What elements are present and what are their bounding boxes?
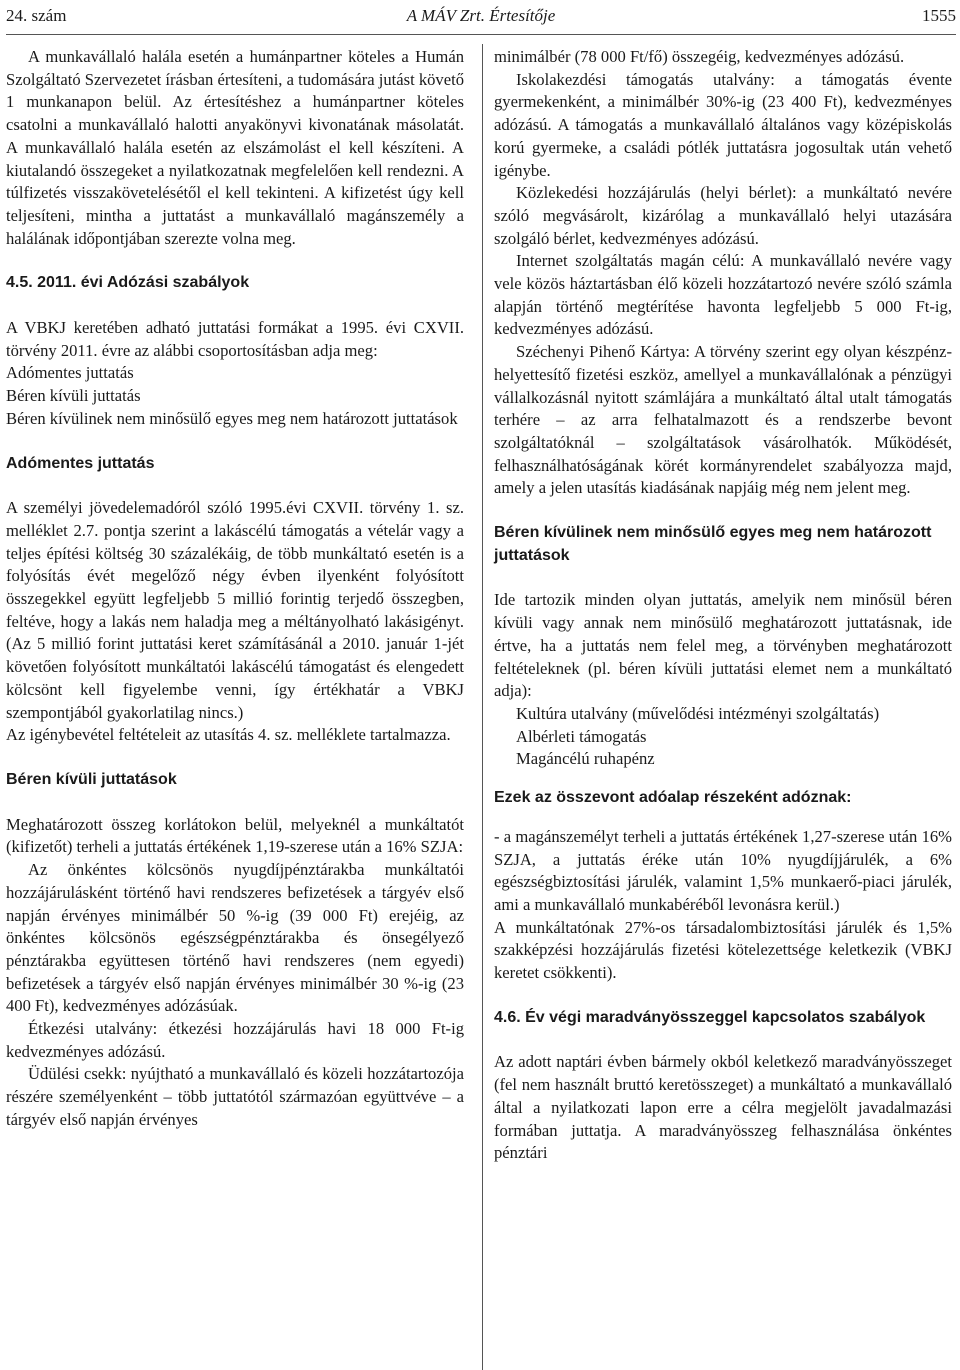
- header-rule: [6, 34, 956, 35]
- paragraph-pension-funds: Az önkéntes kölcsönös nyugdíjpénztárakba munkáltatói hozzájárulásként történő havi rendszeres befizetések a tárgyév első napján érvényes minimálbér 50 %-ig (39 000 Ft) erejéig, az önkéntes kölcsönös egészségpénztárakba és önsegélyező pénztárakba együttesen történő havi rendszeres (nem egyedi) befizetések a tárgyév első napján érvényes minimálbér 30 %-ig (23 400 Ft), kedvezményes adózásúak.: [6, 860, 464, 1016]
- section-heading-tax-rules: 4.5. 2011. évi Adózási szabályok: [6, 274, 250, 292]
- list-item: Kultúra utalvány (művelődési intézményi szolgáltatás): [516, 703, 880, 723]
- issue-number: 24. szám: [6, 6, 67, 25]
- paragraph-szechenyi-card: Széchenyi Pihenő Kártya: A törvény szerint egy olyan készpénz-helyettesítő fizetési eszköz, amellyel a munkavállalónak a pénzügyi vállalkozásnál nyitott számlájára a munkáltató által utalt támogatás terhére – az arra felhatalmazott és a rendszerbe bevont szolgáltatóknál – szolgáltatások vásárolhatók. Működését, felhasználhatóságának körét kormányrendelet szabályozza majd, amely a jelen utasítás kiadásának napjáig még nem jelent meg.: [494, 342, 952, 498]
- page-number: 1555: [922, 6, 956, 25]
- paragraph-housing-support: A személyi jövedelemadóról szóló 1995.évi CXVII. törvény 1. sz. melléklet 2.7. pontja szerint a lakáscélú támogatás a vételár vagy a teljes építési költség 30 százalékáig, de több munkáltató esetén is a folyósítás évét megelőző négy évben ilyenként folyósított összegekkel együtt legfeljebb 5 millió forintig terjedő összegben, feltéve, hogy a lakás nem haladja meg a méltányolható lakásigényt. (Az 5 millió forint juttatási keret számításánál a 2010. január 1-jét követően folyósított munkáltatói lakáscélú támogatást és elengedett kölcsönt kell figyelembe venni, így értékhatár a VBKJ szempontjából gyakorlatilag nincs.): [6, 498, 464, 722]
- list-item: Adómentes juttatás: [6, 363, 134, 383]
- paragraph-conditions: Az igénybevétel feltételeit az utasítás 4. sz. melléklete tartalmazza.: [6, 725, 451, 745]
- paragraph-year-end: Az adott naptári évben bármely okból keletkező maradványösszeget (fel nem használt bruttó keretösszeget) a munkáltató a munkavállaló által a nyilatkozati lapon erre a célra megjelölt javadalmazási formában juttatja. A maradványösszeg felhasználása önkéntes pénztári: [494, 1052, 952, 1163]
- paragraph-internet: Internet szolgáltatás magán célú: A munkavállaló nevére vagy vele közös háztartásban élő közeli hozzátartozó nevére szóló számla alapján történő megtérítése havonta legfeljebb 5 000 Ft-ig, kedvezményes adózású.: [494, 251, 952, 339]
- paragraph-school-support: Iskolakezdési támogatás utalvány: a támogatás évente gyermekenként, a minimálbér 30%-ig (23 400 Ft), kedvezményes adózású. A támogatás a munkavállaló általános vagy középiskolás korú gyermeke, a családi pótlék juttatásra jogosultak után vehető igénybe.: [494, 69, 952, 180]
- paragraph-transport: Közlekedési hozzájárulás (helyi bérlet): a munkáltató nevére szóló megvásárolt, kizárólag a munkavállaló helyi utazására szolgáló bérlet, kedvezményes adózású.: [494, 183, 952, 248]
- paragraph-vbkj-intro: A VBKJ keretében adható juttatási formákat a 1995. évi CXVII. törvény 2011. évre az alábbi csoportosításban adja meg:: [6, 318, 464, 360]
- paragraph-holiday-cheque: Üdülési csekk: nyújtható a munkavállaló és közeli hozzátartozója részére személyenként – több juttatótól származóan együttvéve – a tárgyév első napján érvényes: [6, 1064, 464, 1129]
- list-item: Magáncélú ruhapénz: [516, 749, 655, 769]
- subheading-fringe-benefits: Béren kívüli juttatások: [6, 770, 177, 788]
- journal-title: A MÁV Zrt. Értesítője: [406, 6, 556, 25]
- subheading-combined-base: Ezek az összevont adóalap részeként adóznak:: [494, 789, 852, 807]
- paragraph-employer-burden: A munkáltatónak 27%-os társadalombiztosítási járulék és 1,5% szakképzési hozzájárulás fizetési kötelezettsége keletkezik (VBKJ keretet csökkenti).: [494, 917, 952, 983]
- paragraph-individual-burden: - a magánszemélyt terheli a juttatás értékének 1,27-szerese után 16% SZJA, a juttatás éréke után 10% nyugdíjjárulék, a 6% egészségbiztosítási járulék, valamint 1,5% munkaerő-piaci járulék, ami a munkavállaló munkabéréből levonásra kerül.): [494, 826, 952, 914]
- running-header: [6, 4, 956, 28]
- paragraph-non-qualifying: Ide tartozik minden olyan juttatás, amelyik nem minősül béren kívüli vagy annak nem minősülő meghatározott juttatásnak, ide értve, ha a juttatás nem felel meg, a törvényben meghatározott feltételeknek (pl. béren kívüli juttatási elemet nem a munkáltató adja):: [494, 590, 952, 701]
- paragraph-death-procedure: A munkavállaló halála esetén a humánpartner köteles a Humán Szolgáltató Szervezetet írásban értesíteni, a tudomására jutást követő 1 munkanapon belül. Az értesítéshez a humánpartner köteles csatolni a munkavállaló halotti anyakönyvi kivonatának másolatát. A munkavállaló halála esetén az elszámolást el kell készíteni. A kiutalandó összegeket a nyilatkozatnak megfelelően kell rendezni. A túlfizetés visszakövetelésétől el kell tekinteni. A kifizetést úgy kell teljesíteni, mintha a juttatást a munkavállaló magánszemély a halálának időpontjában szerezte volna meg.: [6, 47, 465, 248]
- right-column: [494, 46, 952, 1165]
- column-separator: [482, 44, 483, 1370]
- section-heading-year-end: 4.6. Év végi maradványösszeggel kapcsolatos szabályok: [494, 1008, 926, 1026]
- list-item: Béren kívüli juttatás: [6, 386, 141, 406]
- paragraph-meal-voucher: Étkezési utalvány: étkezési hozzájárulás havi 18 000 Ft-ig kedvezményes adózású.: [6, 1019, 464, 1061]
- list-item: Albérleti támogatás: [516, 726, 647, 746]
- subheading-tax-free: Adómentes juttatás: [6, 454, 155, 472]
- left-column: [6, 46, 464, 1132]
- subheading-non-qualifying: Béren kívülinek nem minősülő egyes meg nem határozott juttatások: [494, 524, 932, 564]
- list-item: Béren kívülinek nem minősülő egyes meg nem határozott juttatások: [6, 408, 458, 428]
- paragraph-fixed-amount: Meghatározott összeg korlátokon belül, melyeknél a munkáltatót (kifizetőt) terheli a juttatás értékének 1,19-szerese után a 16% SZJA:: [6, 814, 464, 857]
- paragraph-holiday-cheque-cont: minimálbér (78 000 Ft/fő) összegéig, kedvezményes adózású.: [494, 47, 905, 66]
